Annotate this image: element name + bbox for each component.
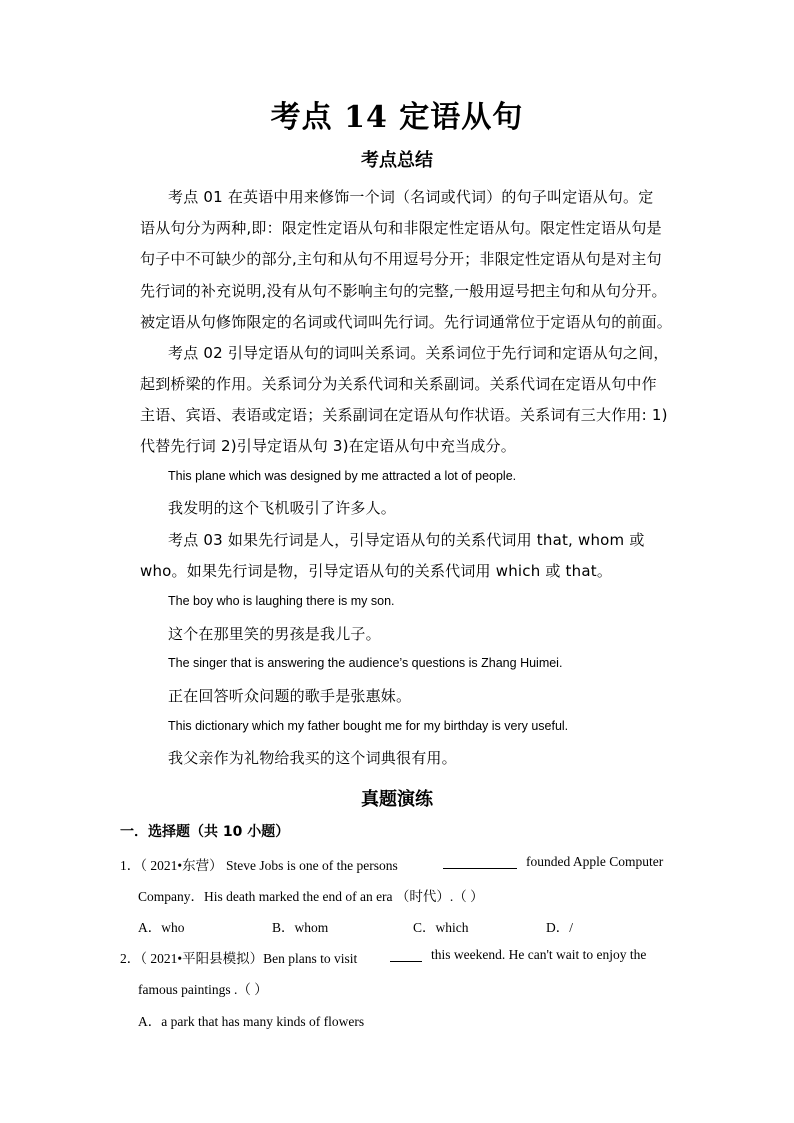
example-3-english: The singer that is answering the audience’s questions is Zhang Huimei. — [168, 656, 563, 670]
question-1-line1-end: founded Apple Computer — [526, 854, 664, 869]
question-1-line1-start: 1．（ 2021•东营） Steve Jobs is one of the persons — [120, 858, 398, 873]
summary-p2-line3: 主语、宾语、表语或定语；关系副词在定语从句作状语。关系词有三大作用: 1) — [140, 406, 668, 424]
question-2-blank — [390, 949, 422, 962]
summary-p2-line2: 起到桥梁的作用。关系词分为关系代词和关系副词。关系代词在定语从句中作 — [140, 375, 657, 393]
summary-p2-line4: 代替先行词 2)引导定语从句 3)在定语从句中充当成分。 — [140, 437, 516, 455]
summary-p1-line1: 考点 01 在英语中用来修饰一个词（名词或代词）的句子叫定语从句。定 — [168, 188, 654, 206]
question-1-option-c[interactable]: C．which — [413, 920, 469, 935]
question-2-line1-end: this weekend. He can't wait to enjoy the — [431, 947, 647, 962]
section-label: 一．选择题（共 10 小题） — [120, 824, 290, 840]
example-4-english: This dictionary which my father bought me for my birthday is very useful. — [168, 719, 569, 733]
summary-p1-line3: 句子中不可缺少的部分,主句和从句不用逗号分开；非限定性定语从句是对主句 — [140, 250, 662, 268]
question-1-option-d[interactable]: D．/ — [546, 920, 573, 935]
summary-heading: 考点总结 — [361, 150, 433, 171]
example-2-chinese: 这个在那里笑的男孩是我儿子。 — [168, 625, 381, 643]
question-1-option-b[interactable]: B．whom — [272, 920, 329, 935]
summary-p1-line5: 被定语从句修饰限定的名词或代词叫先行词。先行词通常位于定语从句的前面。 — [140, 313, 673, 331]
example-4-chinese: 我父亲作为礼物给我买的这个词典很有用。 — [168, 749, 457, 767]
example-2-english: The boy who is laughing there is my son. — [168, 594, 395, 608]
question-2-line2: famous paintings .（ ） — [138, 982, 268, 997]
page-title: 考点 14 定语从句 — [270, 100, 524, 135]
question-1-line2: Company．His death marked the end of an era （时代）.（ ） — [138, 889, 484, 904]
summary-p1-line2: 语从句分为两种,即：限定性定语从句和非限定性定语从句。限定性定语从句是 — [140, 219, 662, 237]
question-1-blank — [443, 856, 517, 869]
question-1-option-a[interactable]: A．who — [138, 920, 185, 935]
example-1-english: This plane which was designed by me attracted a lot of people. — [168, 469, 517, 483]
summary-p2-line1: 考点 02 引导定语从句的词叫关系词。关系词位于先行词和定语从句之间， — [168, 344, 669, 362]
practice-heading: 真题演练 — [361, 789, 433, 810]
summary-p3-line2: who。如果先行词是物，引导定语从句的关系代词用 which 或 that。 — [140, 562, 613, 580]
example-3-chinese: 正在回答听众问题的歌手是张惠妹。 — [168, 687, 412, 705]
summary-p3-line1: 考点 03 如果先行词是人，引导定语从句的关系代词用 that, whom 或 — [168, 531, 645, 549]
question-2-option-a[interactable]: A．a park that has many kinds of flowers — [138, 1014, 365, 1029]
summary-p1-line4: 先行词的补充说明,没有从句不影响主句的完整,一般用逗号把主句和从句分开。 — [140, 282, 667, 300]
example-1-chinese: 我发明的这个飞机吸引了许多人。 — [168, 499, 397, 517]
question-2-line1-start: 2．（ 2021•平阳县模拟）Ben plans to visit — [120, 951, 358, 966]
